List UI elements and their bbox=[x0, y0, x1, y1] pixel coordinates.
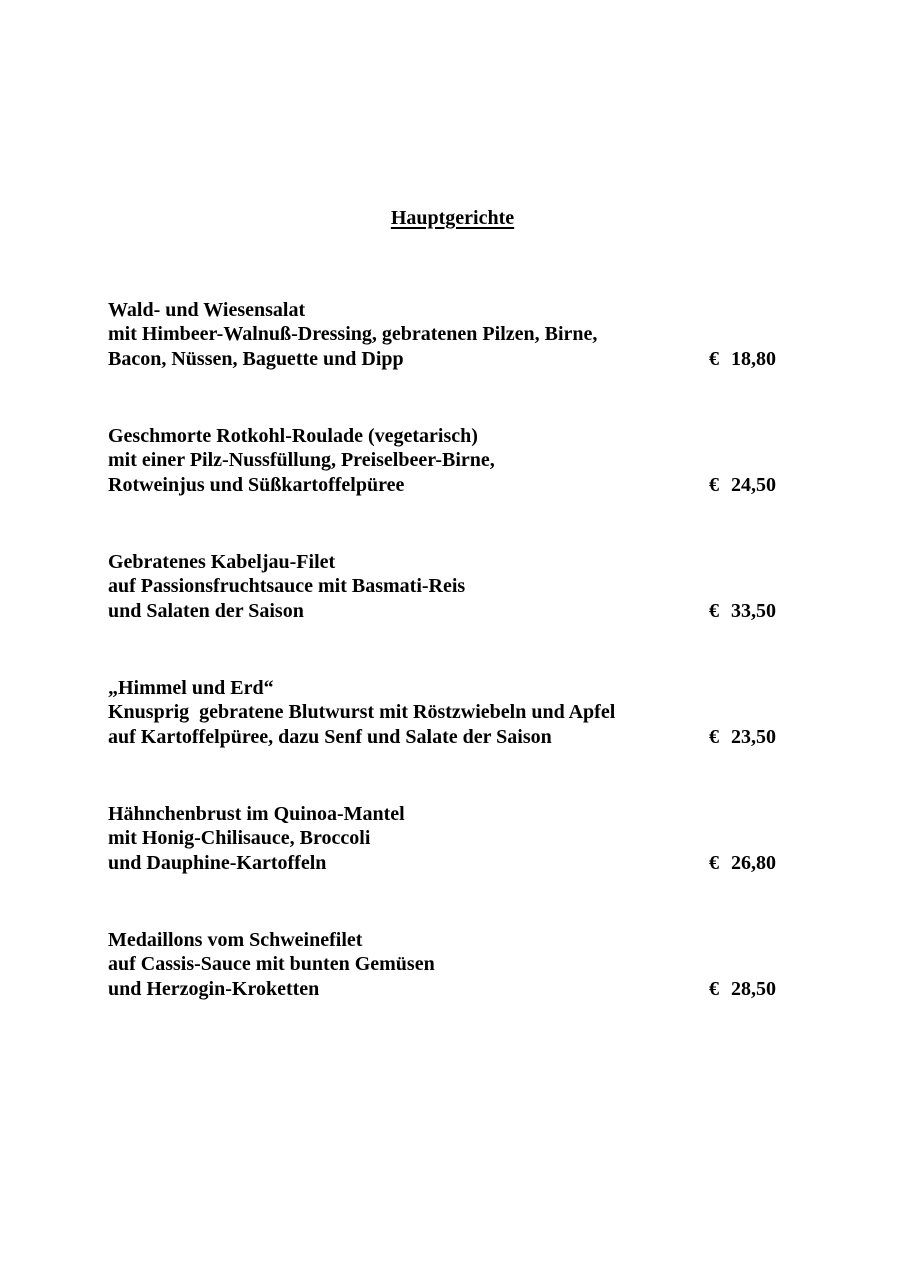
price-value: 24,50 bbox=[731, 473, 776, 496]
dish-description-line: auf Passionsfruchtsauce mit Basmati-Reis bbox=[108, 575, 466, 598]
currency-symbol: € bbox=[709, 851, 719, 874]
dish-price bbox=[709, 473, 776, 497]
price-value: 28,50 bbox=[731, 977, 776, 1000]
menu-item-wald-und-wiesensalat bbox=[108, 298, 788, 424]
dish-name: Geschmorte Rotkohl-Roulade (vegetarisch) bbox=[108, 425, 478, 447]
dish-description-line: auf Kartoffelpüree, dazu Senf und Salate der Saison bbox=[108, 725, 552, 748]
dish-name: Wald- und Wiesensalat bbox=[108, 299, 306, 321]
dish-name: „Himmel und Erd“ bbox=[108, 677, 274, 699]
dish-description-line: Knusprig gebratene Blutwurst mit Röstzwiebeln und Apfel bbox=[108, 701, 616, 724]
dish-description-line: und Dauphine-Kartoffeln bbox=[108, 851, 327, 874]
price-value: 33,50 bbox=[731, 599, 776, 622]
dish-name: Gebratenes Kabeljau-Filet bbox=[108, 551, 336, 573]
currency-symbol: € bbox=[709, 599, 719, 622]
dish-price bbox=[709, 725, 776, 749]
currency-symbol: € bbox=[709, 473, 719, 496]
dish-description-line: und Salaten der Saison bbox=[108, 599, 304, 622]
currency-symbol: € bbox=[709, 347, 719, 370]
menu-item-haehnchenbrust bbox=[108, 802, 788, 928]
price-value: 23,50 bbox=[731, 725, 776, 748]
dish-description-line: mit Honig-Chilisauce, Broccoli bbox=[108, 827, 371, 850]
dish-price bbox=[709, 851, 776, 875]
page-title: Hauptgerichte bbox=[390, 207, 515, 229]
dish-description-line: mit Himbeer-Walnuß-Dressing, gebratenen Pilzen, Birne, bbox=[108, 323, 598, 346]
dish-description-line: Bacon, Nüssen, Baguette und Dipp bbox=[108, 347, 404, 370]
dish-description-line: mit einer Pilz-Nussfüllung, Preiselbeer-Birne, bbox=[108, 449, 495, 472]
currency-symbol: € bbox=[709, 725, 719, 748]
price-value: 26,80 bbox=[731, 851, 776, 874]
price-value: 18,80 bbox=[731, 347, 776, 370]
currency-symbol: € bbox=[709, 977, 719, 1000]
menu-item-himmel-und-erd bbox=[108, 676, 788, 802]
dish-price bbox=[709, 347, 776, 371]
menu-item-kabeljau-filet bbox=[108, 550, 788, 676]
dish-name: Medaillons vom Schweinefilet bbox=[108, 929, 363, 951]
dish-description-line: Rotweinjus und Süßkartoffelpüree bbox=[108, 473, 405, 496]
dish-name: Hähnchenbrust im Quinoa-Mantel bbox=[108, 803, 405, 825]
menu-item-rotkohl-roulade bbox=[108, 424, 788, 550]
dish-description-line: auf Cassis-Sauce mit bunten Gemüsen bbox=[108, 953, 435, 976]
dish-price bbox=[709, 977, 776, 1001]
menu-list bbox=[108, 298, 788, 1054]
menu-item-medaillons bbox=[108, 928, 788, 1054]
dish-price bbox=[709, 599, 776, 623]
dish-description-line: und Herzogin-Kroketten bbox=[108, 977, 320, 1000]
